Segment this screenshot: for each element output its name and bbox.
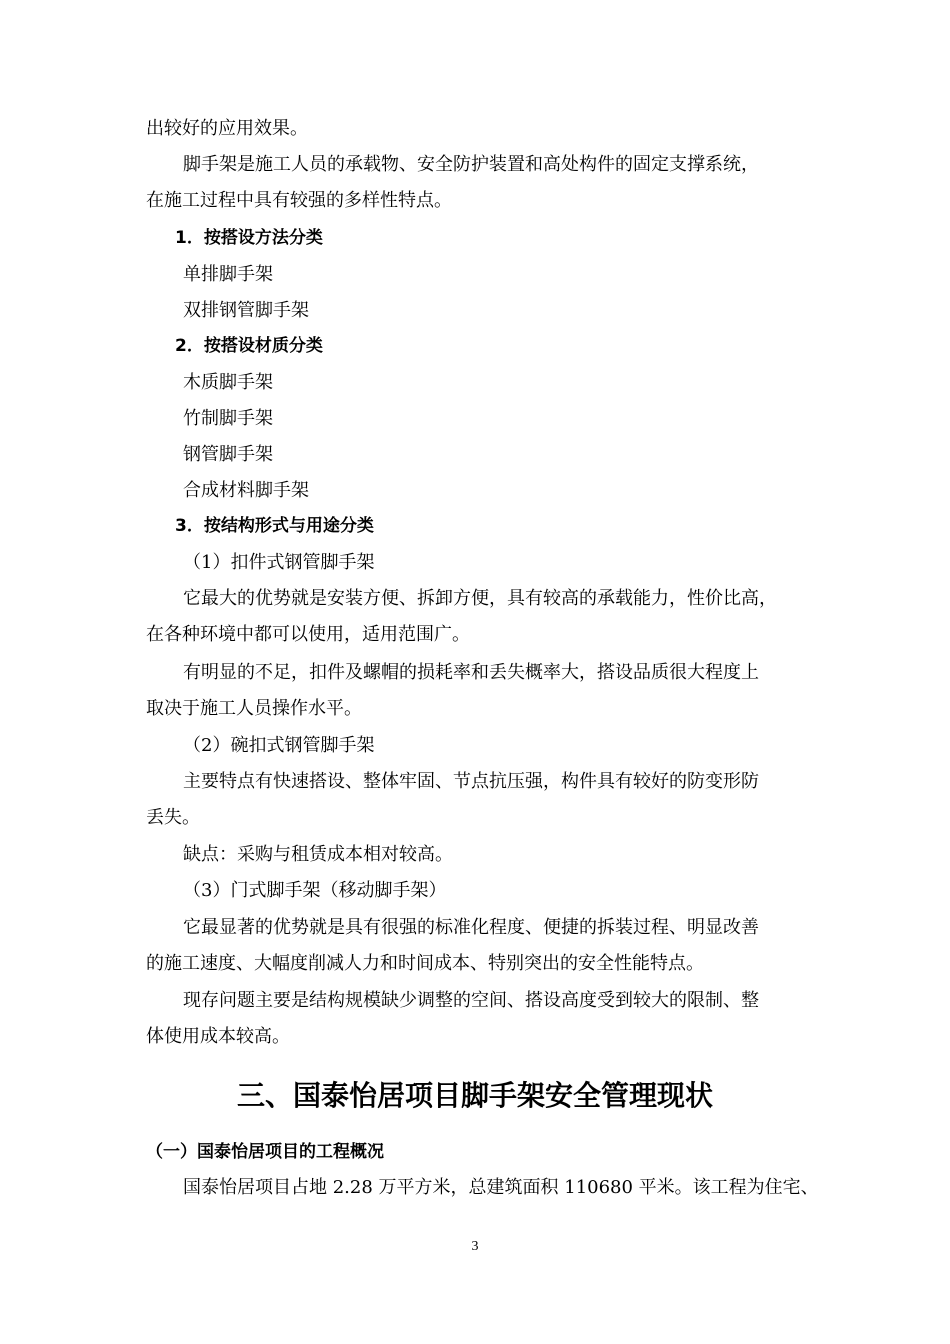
paragraph-line: 在各种环境中都可以使用，适用范围广。	[146, 624, 470, 645]
paragraph-line: 主要特点有快速搭设、整体牢固、节点抗压强，构件具有较好的防变形防	[183, 771, 759, 792]
list-item: 钢管脚手架	[183, 444, 273, 465]
page-number: 3	[471, 1239, 479, 1254]
paragraph-line: 现存问题主要是结构规模缺少调整的空间、搭设高度受到较大的限制、整	[183, 990, 759, 1011]
paragraph-line: 丢失。	[146, 807, 200, 828]
paragraph-line: 缺点：采购与租赁成本相对较高。	[183, 844, 453, 865]
paragraph-line: 国泰怡居项目占地 2.28 万平方米，总建筑面积 110680 平米。该工程为住宅、	[183, 1177, 819, 1198]
list-item: 木质脚手架	[183, 372, 273, 393]
list-heading: 1．按搭设方法分类	[175, 228, 323, 248]
paragraph-line: 体使用成本较高。	[146, 1026, 290, 1047]
section-title: 三、国泰怡居项目脚手架安全管理现状	[236, 1079, 713, 1112]
sub-item-heading: （1）扣件式钢管脚手架	[183, 552, 375, 573]
list-item: 单排脚手架	[183, 264, 273, 285]
list-heading: 3．按结构形式与用途分类	[175, 516, 374, 536]
list-heading: 2．按搭设材质分类	[175, 336, 323, 356]
subsection-title: （一）国泰怡居项目的工程概况	[146, 1142, 384, 1162]
paragraph-line: 脚手架是施工人员的承载物、安全防护装置和高处构件的固定支撑系统，	[183, 154, 759, 175]
paragraph-line: 在施工过程中具有较强的多样性特点。	[146, 190, 452, 211]
paragraph-line: 它最大的优势就是安装方便、拆卸方便，具有较高的承载能力，性价比高，	[183, 588, 777, 609]
paragraph-line: 出较好的应用效果。	[146, 118, 308, 139]
list-item: 竹制脚手架	[183, 408, 273, 429]
sub-item-heading: （3）门式脚手架（移动脚手架）	[183, 880, 447, 901]
paragraph-line: 它最显著的优势就是具有很强的标准化程度、便捷的拆装过程、明显改善	[183, 917, 759, 938]
paragraph-line: 取决于施工人员操作水平。	[146, 698, 362, 719]
paragraph-line: 有明显的不足，扣件及螺帽的损耗率和丢失概率大，搭设品质很大程度上	[183, 662, 759, 683]
paragraph-line: 的施工速度、大幅度削减人力和时间成本、特别突出的安全性能特点。	[146, 953, 704, 974]
list-item: 合成材料脚手架	[183, 480, 309, 501]
list-item: 双排钢管脚手架	[183, 300, 309, 321]
sub-item-heading: （2）碗扣式钢管脚手架	[183, 735, 375, 756]
